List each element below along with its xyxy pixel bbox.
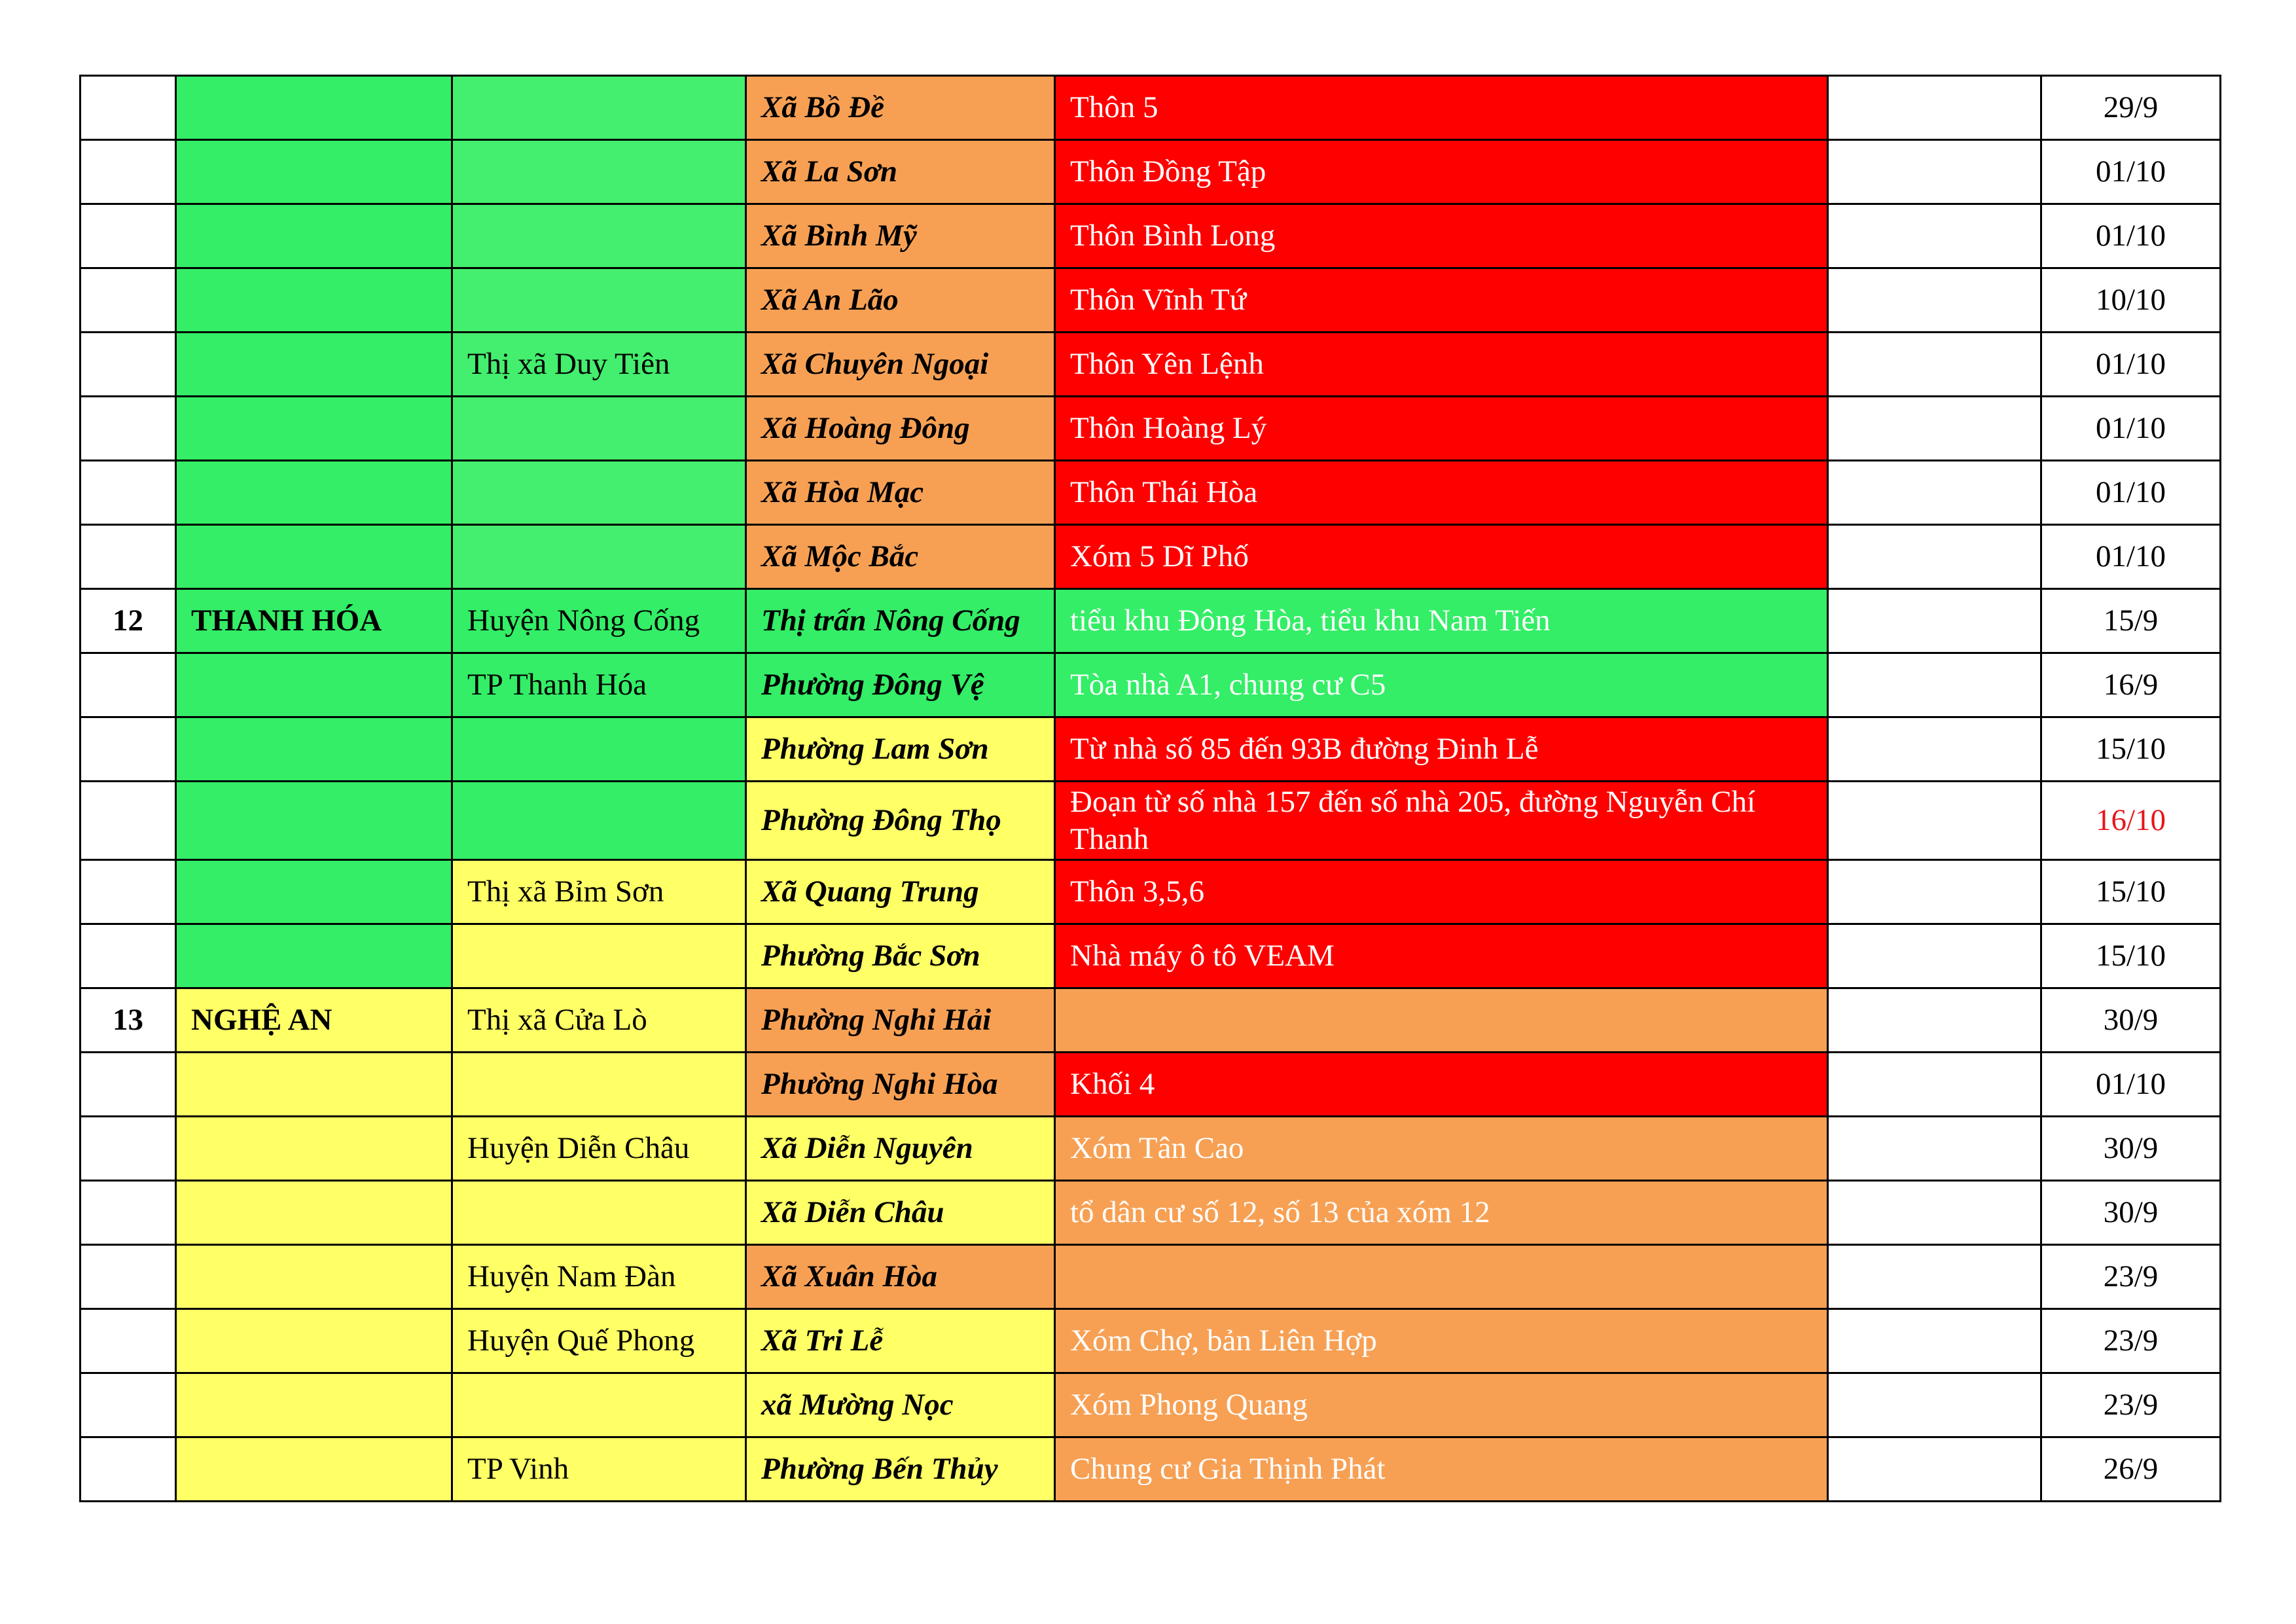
table-row [81, 924, 2221, 988]
table-row [81, 1373, 2221, 1437]
date-cell: 10/10 [2041, 268, 2221, 333]
province-cell [176, 1181, 452, 1245]
date-cell: 01/10 [2041, 397, 2221, 461]
extra-cell [1828, 653, 2041, 717]
row-number-cell [81, 1117, 176, 1181]
table-row [81, 1309, 2221, 1373]
extra-cell [1828, 924, 2041, 988]
date-cell: 01/10 [2041, 525, 2221, 589]
area-cell: Thôn Vĩnh Tứ [1055, 268, 1828, 333]
date-cell: 15/10 [2041, 717, 2221, 782]
area-cell: Nhà máy ô tô VEAM [1055, 924, 1828, 988]
province-cell [176, 461, 452, 525]
ward-cell: Xã Mộc Bắc [746, 525, 1055, 589]
row-number-cell [81, 1309, 176, 1373]
outbreak-area-table [79, 75, 2221, 1502]
province-cell [176, 653, 452, 717]
ward-cell: xã Mường Nọc [746, 1373, 1055, 1437]
ward-cell: Xã Bình Mỹ [746, 204, 1055, 268]
extra-cell [1828, 268, 2041, 333]
table-row [81, 525, 2221, 589]
province-cell [176, 1245, 452, 1309]
table-row [81, 1053, 2221, 1117]
date-cell: 26/9 [2041, 1437, 2221, 1502]
ward-cell: Xã Tri Lễ [746, 1309, 1055, 1373]
date-cell: 15/9 [2041, 589, 2221, 653]
extra-cell [1828, 461, 2041, 525]
row-number-cell [81, 782, 176, 860]
area-cell: Xóm 5 Dĩ Phố [1055, 525, 1828, 589]
district-cell [452, 461, 746, 525]
province-cell [176, 860, 452, 924]
table-row [81, 140, 2221, 204]
ward-cell: Xã La Sơn [746, 140, 1055, 204]
extra-cell [1828, 397, 2041, 461]
row-number-cell [81, 1437, 176, 1502]
district-cell [452, 717, 746, 782]
table-row [81, 860, 2221, 924]
table-row [81, 717, 2221, 782]
extra-cell [1828, 1437, 2041, 1502]
table-row [81, 589, 2221, 653]
date-cell: 15/10 [2041, 860, 2221, 924]
table-row [81, 461, 2221, 525]
extra-cell [1828, 1181, 2041, 1245]
province-cell [176, 333, 452, 397]
district-cell: Huyện Nam Đàn [452, 1245, 746, 1309]
ward-cell: Xã Chuyên Ngoại [746, 333, 1055, 397]
row-number-cell [81, 653, 176, 717]
district-cell [452, 1053, 746, 1117]
date-cell: 23/9 [2041, 1309, 2221, 1373]
date-cell: 01/10 [2041, 1053, 2221, 1117]
date-cell: 23/9 [2041, 1245, 2221, 1309]
extra-cell [1828, 525, 2041, 589]
district-cell: Thị xã Bỉm Sơn [452, 860, 746, 924]
district-cell [452, 1181, 746, 1245]
area-cell: Xóm Chợ, bản Liên Hợp [1055, 1309, 1828, 1373]
ward-cell: Xã Diễn Châu [746, 1181, 1055, 1245]
province-cell [176, 1117, 452, 1181]
extra-cell [1828, 1053, 2041, 1117]
table-body [81, 76, 2221, 1502]
ward-cell: Phường Lam Sơn [746, 717, 1055, 782]
date-cell: 23/9 [2041, 1373, 2221, 1437]
area-cell: Đoạn từ số nhà 157 đến số nhà 205, đường Nguyễn Chí Thanh [1055, 782, 1828, 860]
ward-cell: Phường Bắc Sơn [746, 924, 1055, 988]
extra-cell [1828, 1373, 2041, 1437]
area-cell [1055, 1245, 1828, 1309]
district-cell [452, 140, 746, 204]
row-number-cell: 12 [81, 589, 176, 653]
area-cell: Thôn Yên Lệnh [1055, 333, 1828, 397]
row-number-cell [81, 860, 176, 924]
ward-cell: Xã Bồ Đề [746, 76, 1055, 140]
district-cell [452, 76, 746, 140]
area-cell: Xóm Phong Quang [1055, 1373, 1828, 1437]
province-cell [176, 397, 452, 461]
province-cell [176, 1053, 452, 1117]
table-row [81, 1437, 2221, 1502]
district-cell [452, 268, 746, 333]
ward-cell: Xã Diễn Nguyên [746, 1117, 1055, 1181]
extra-cell [1828, 988, 2041, 1053]
ward-cell: Xã Hòa Mạc [746, 461, 1055, 525]
area-cell: Thôn Hoàng Lý [1055, 397, 1828, 461]
table-row [81, 1245, 2221, 1309]
date-cell: 01/10 [2041, 461, 2221, 525]
extra-cell [1828, 782, 2041, 860]
date-cell: 01/10 [2041, 333, 2221, 397]
table-row [81, 1181, 2221, 1245]
province-cell [176, 76, 452, 140]
district-cell [452, 397, 746, 461]
area-cell: Xóm Tân Cao [1055, 1117, 1828, 1181]
area-cell: Thôn Thái Hòa [1055, 461, 1828, 525]
row-number-cell [81, 204, 176, 268]
area-cell: Chung cư Gia Thịnh Phát [1055, 1437, 1828, 1502]
date-cell: 15/10 [2041, 924, 2221, 988]
extra-cell [1828, 204, 2041, 268]
row-number-cell [81, 1181, 176, 1245]
ward-cell: Phường Nghi Hòa [746, 1053, 1055, 1117]
table-row [81, 1117, 2221, 1181]
district-cell [452, 525, 746, 589]
province-cell: NGHỆ AN [176, 988, 452, 1053]
table-row [81, 333, 2221, 397]
area-cell: Khối 4 [1055, 1053, 1828, 1117]
date-cell: 30/9 [2041, 1117, 2221, 1181]
district-cell [452, 204, 746, 268]
ward-cell: Xã Xuân Hòa [746, 1245, 1055, 1309]
table-row [81, 204, 2221, 268]
area-cell: Thôn 3,5,6 [1055, 860, 1828, 924]
province-cell [176, 140, 452, 204]
extra-cell [1828, 860, 2041, 924]
row-number-cell [81, 268, 176, 333]
date-cell: 01/10 [2041, 204, 2221, 268]
district-cell: Huyện Quế Phong [452, 1309, 746, 1373]
date-cell: 16/10 [2041, 782, 2221, 860]
table-row [81, 397, 2221, 461]
extra-cell [1828, 1309, 2041, 1373]
extra-cell [1828, 589, 2041, 653]
date-cell: 01/10 [2041, 140, 2221, 204]
row-number-cell [81, 76, 176, 140]
area-cell: Thôn Bình Long [1055, 204, 1828, 268]
district-cell [452, 924, 746, 988]
province-cell [176, 1437, 452, 1502]
province-cell [176, 717, 452, 782]
row-number-cell [81, 525, 176, 589]
ward-cell: Xã Hoàng Đông [746, 397, 1055, 461]
row-number-cell [81, 1373, 176, 1437]
extra-cell [1828, 1245, 2041, 1309]
row-number-cell [81, 924, 176, 988]
extra-cell [1828, 717, 2041, 782]
extra-cell [1828, 76, 2041, 140]
table-row [81, 782, 2221, 860]
district-cell [452, 1373, 746, 1437]
province-cell [176, 782, 452, 860]
area-cell: Tòa nhà A1, chung cư C5 [1055, 653, 1828, 717]
province-cell [176, 204, 452, 268]
ward-cell: Xã An Lão [746, 268, 1055, 333]
ward-cell: Xã Quang Trung [746, 860, 1055, 924]
district-cell: TP Vinh [452, 1437, 746, 1502]
extra-cell [1828, 1117, 2041, 1181]
province-cell [176, 1373, 452, 1437]
row-number-cell: 13 [81, 988, 176, 1053]
table-row [81, 653, 2221, 717]
province-cell: THANH HÓA [176, 589, 452, 653]
table-row [81, 988, 2221, 1053]
district-cell: Huyện Nông Cống [452, 589, 746, 653]
area-cell: Thôn 5 [1055, 76, 1828, 140]
date-cell: 30/9 [2041, 988, 2221, 1053]
extra-cell [1828, 333, 2041, 397]
row-number-cell [81, 1053, 176, 1117]
ward-cell: Phường Đông Vệ [746, 653, 1055, 717]
area-cell: tổ dân cư số 12, số 13 của xóm 12 [1055, 1181, 1828, 1245]
table-row [81, 268, 2221, 333]
province-cell [176, 525, 452, 589]
province-cell [176, 924, 452, 988]
date-cell: 30/9 [2041, 1181, 2221, 1245]
area-cell: tiểu khu Đông Hòa, tiểu khu Nam Tiến [1055, 589, 1828, 653]
row-number-cell [81, 333, 176, 397]
ward-cell: Phường Nghi Hải [746, 988, 1055, 1053]
area-cell [1055, 988, 1828, 1053]
district-cell: TP Thanh Hóa [452, 653, 746, 717]
date-cell: 29/9 [2041, 76, 2221, 140]
district-cell: Thị xã Duy Tiên [452, 333, 746, 397]
area-cell: Từ nhà số 85 đến 93B đường Đinh Lễ [1055, 717, 1828, 782]
province-cell [176, 1309, 452, 1373]
province-cell [176, 268, 452, 333]
ward-cell: Thị trấn Nông Cống [746, 589, 1055, 653]
row-number-cell [81, 461, 176, 525]
table-row [81, 76, 2221, 140]
ward-cell: Phường Bến Thủy [746, 1437, 1055, 1502]
row-number-cell [81, 717, 176, 782]
area-cell: Thôn Đồng Tập [1055, 140, 1828, 204]
row-number-cell [81, 397, 176, 461]
district-cell [452, 782, 746, 860]
district-cell: Thị xã Cửa Lò [452, 988, 746, 1053]
row-number-cell [81, 1245, 176, 1309]
district-cell: Huyện Diễn Châu [452, 1117, 746, 1181]
extra-cell [1828, 140, 2041, 204]
row-number-cell [81, 140, 176, 204]
date-cell: 16/9 [2041, 653, 2221, 717]
ward-cell: Phường Đông Thọ [746, 782, 1055, 860]
